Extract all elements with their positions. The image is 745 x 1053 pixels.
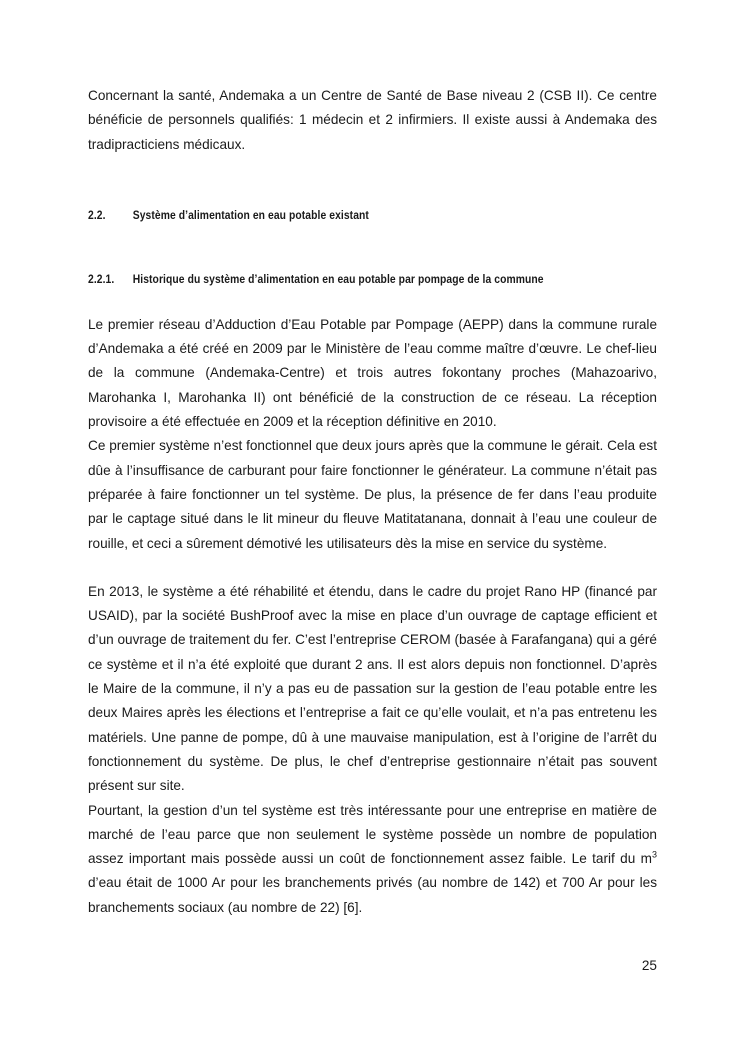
cubic-superscript: 3	[651, 849, 657, 860]
paragraph-first-system: Ce premier système n’est fonctionnel que deux jours après que la commune le gérait. Cela est dûe à l’insuffisance de carburant pour faire fonctionner le générateur. La commune n’était pas préparée à faire fonctionner un tel système. De plus, la présence de fer dans l’eau produite par le captage situé dans le lit mineur du fleuve Matitatanana, donnait à l’eau une couleur de rouille, et ceci a sûrement démotivé les utilisateurs dès la mise en service du système.	[88, 438, 657, 551]
subsection-number: 2.2.1.	[88, 271, 115, 286]
spacer	[88, 157, 657, 205]
paragraph-tariff	[88, 799, 657, 920]
tariff-text-end: d’eau était de 1000 Ar pour les branchements privés (au nombre de 142) et 700 Ar pour les branchements sociaux (au nombre de 22) [6].	[88, 875, 657, 915]
document-page	[88, 84, 657, 920]
section-title: Système d’alimentation en eau potable existant	[132, 207, 369, 222]
spacer	[88, 225, 657, 269]
section-number: 2.2.	[88, 207, 106, 222]
spacer	[88, 556, 657, 580]
subsection-heading	[88, 269, 577, 289]
paragraph-rehabilitation: En 2013, le système a été réhabilité et étendu, dans le cadre du projet Rano HP (financé par USAID), par la société BushProof avec la mise en place d’un ouvrage de captage efficient et d’un ouvrage de traitement du fer. C’est l’entreprise CEROM (basée à Farafangana) qui a géré ce système et il n’a été exploité que durant 2 ans. Il est alors depuis non fonctionnel. D’après le Maire de la commune, il n’y a pas eu de passation sur la gestion de l’eau potable entre les deux Maires après les élections et l’entreprise a fait ce qu’elle voulait, et n’a pas entretenu les matériels. Une panne de pompe, dû à une mauvaise manipulation, est à l’origine de l’arrêt du fonctionnement du système. De plus, le chef d’entreprise gestionnaire n’était pas souvent présent sur site.	[88, 583, 657, 794]
paragraph-history: Le premier réseau d’Adduction d’Eau Potable par Pompage (AEPP) dans la commune rurale d’Andemaka a été créé en 2009 par le Ministère de l’eau comme maître d’œuvre. Le chef-lieu de la commune (Andemaka-Centre) et trois autres fokontany proches (Mahazoarivo, Marohanka I, Marohanka II) ont bénéficié de la construction de ce réseau. La réception provisoire a été effectuée en 2009 et la réception définitive en 2010.	[88, 316, 657, 430]
section-heading	[88, 205, 577, 225]
intro-paragraph: Concernant la santé, Andemaka a un Centre de Santé de Base niveau 2 (CSB II). Ce centre bénéficie de personnels qualifiés: 1 médecin et 2 infirmiers. Il existe aussi à Andemaka des tradipracticiens médicaux.	[88, 88, 657, 152]
tariff-text-start: Pourtant, la gestion d’un tel système est très intéressante pour une entreprise en matière de marché de l’eau parce que non seulement le système possède un nombre de population assez important mais possède aussi un coût de fonctionnement assez faible. Le tarif du m	[88, 802, 657, 867]
page-number: 25	[641, 958, 657, 973]
spacer	[88, 289, 657, 313]
subsection-title: Historique du système d’alimentation en eau potable par pompage de la commune	[132, 271, 544, 286]
